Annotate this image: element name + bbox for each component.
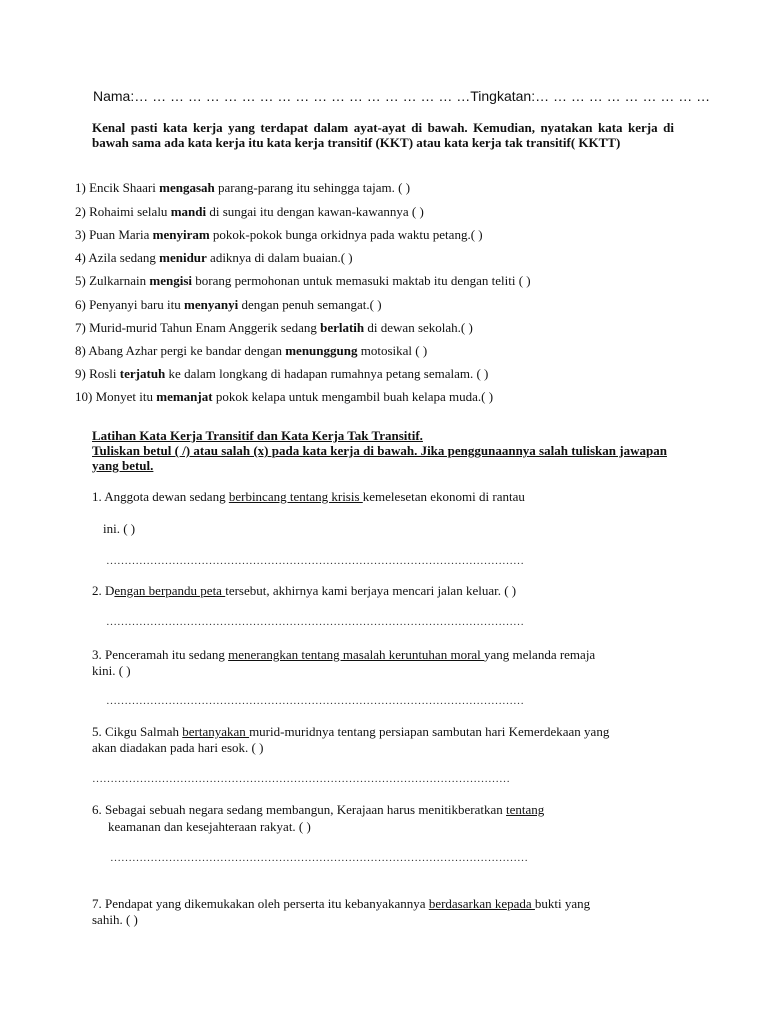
- question-6: 6) Penyanyi baru itu menyanyi dengan penuh semangat.( ): [75, 297, 382, 312]
- question-3: 3) Puan Maria menyiram pokok-pokok bunga orkidnya pada waktu petang.( ): [75, 227, 483, 242]
- item-7-line1: 7. Pendapat yang dikemukakan oleh perserta itu kebanyakannya berdasarkan kepada bukti yang: [92, 896, 591, 911]
- item-1-line1: 1. Anggota dewan sedang berbincang tentang krisis kemelesetan ekonomi di rantau: [92, 489, 525, 504]
- instruction-paragraph: Kenal pasti kata kerja yang terdapat dalam ayat-ayat di bawah. Kemudian, nyatakan kata kerja di bawah sama ada kata kerja itu kata kerja transitif (KKT) atau kata kerja tak transitif( KKTT): [92, 120, 674, 150]
- item-3-line2: kini. ( ): [92, 663, 131, 678]
- name-class-line: [93, 88, 710, 104]
- item-5-line2: akan diadakan pada hari esok. ( ): [92, 740, 264, 755]
- item-2-answer-line: ……………………………………………………………………………………………………: [106, 616, 524, 628]
- question-8: 8) Abang Azhar pergi ke bandar dengan menunggung motosikal ( ): [75, 343, 428, 358]
- item-5-answer-line: ……………………………………………………………………………………………………: [92, 773, 510, 785]
- item-6-line2: keamanan dan kesejahteraan rakyat. ( ): [108, 819, 311, 834]
- item-1-answer-line: ……………………………………………………………………………………………………: [106, 555, 524, 567]
- item-3-answer-line: ……………………………………………………………………………………………………: [106, 695, 524, 707]
- item-3-line1: 3. Penceramah itu sedang menerangkan tentang masalah keruntuhan moral yang melanda remaja: [92, 647, 596, 662]
- question-2: 2) Rohaimi selalu mandi di sungai itu dengan kawan-kawannya ( ): [75, 204, 424, 219]
- item-6-answer-line: ……………………………………………………………………………………………………: [110, 852, 528, 864]
- question-9: 9) Rosli terjatuh ke dalam longkang di hadapan rumahnya petang semalam. ( ): [75, 366, 489, 381]
- class-blank: … … … … … … … … … …: [535, 88, 711, 104]
- section2-instruction: Tuliskan betul ( /) atau salah (x) pada kata kerja di bawah. Jika penggunaannya salah tuliskan jawapan yang betul.: [92, 443, 667, 473]
- item-7-line2: sahih. ( ): [92, 912, 138, 927]
- item-2-line1: 2. Dengan berpandu peta tersebut, akhirnya kami berjaya mencari jalan keluar. ( ): [92, 583, 517, 598]
- question-7: 7) Murid-murid Tahun Enam Anggerik sedang berlatih di dewan sekolah.( ): [75, 320, 473, 335]
- question-4: 4) Azila sedang menidur adiknya di dalam buaian.( ): [75, 250, 353, 265]
- question-10: 10) Monyet itu memanjat pokok kelapa untuk mengambil buah kelapa muda.( ): [75, 389, 494, 404]
- name-blank: … … … … … … … … … … … … … … … … … … …: [134, 88, 471, 104]
- class-label: Tingkatan:: [470, 88, 536, 104]
- question-1: 1) Encik Shaari mengasah parang-parang itu sehingga tajam. ( ): [75, 180, 411, 195]
- item-1-line2: ini. ( ): [103, 521, 136, 536]
- section2-title: Latihan Kata Kerja Transitif dan Kata Kerja Tak Transitif.: [92, 428, 423, 443]
- name-label: Nama:: [93, 88, 135, 104]
- section2-heading: [92, 428, 682, 473]
- item-6-line1: 6. Sebagai sebuah negara sedang membangun, Kerajaan harus menitikberatkan tentang: [92, 802, 545, 817]
- question-5: 5) Zulkarnain mengisi borang permohonan untuk memasuki maktab itu dengan teliti ( ): [75, 273, 531, 288]
- item-5-line1: 5. Cikgu Salmah bertanyakan murid-muridnya tentang persiapan sambutan hari Kemerdekaan yang: [92, 724, 610, 739]
